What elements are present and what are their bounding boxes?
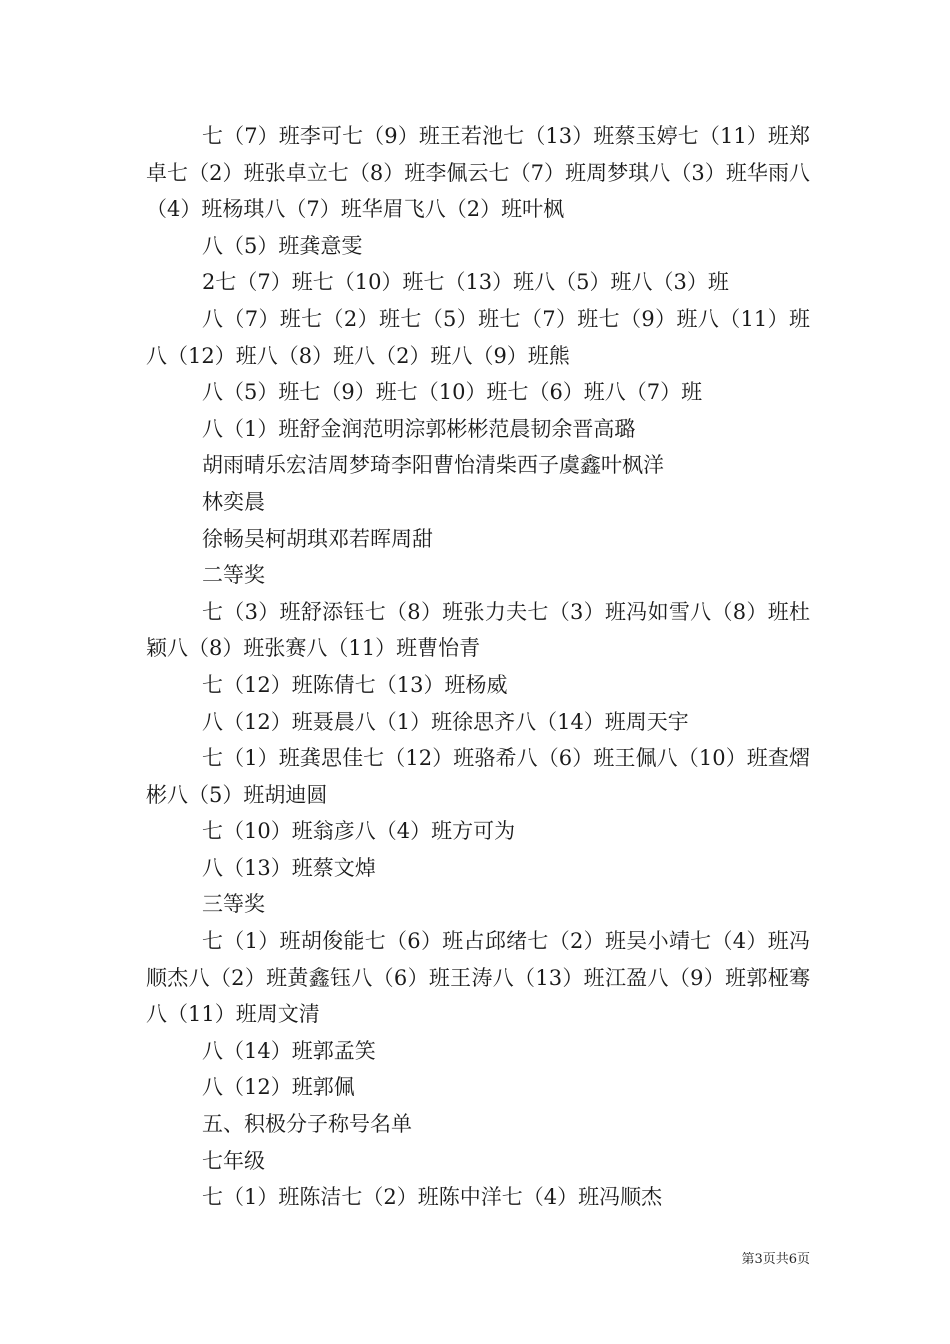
- paragraph-15: 七（10）班翁彦八（4）班方可为: [202, 819, 516, 844]
- heading-grade-seven: 七年级: [202, 1148, 265, 1173]
- paragraph-16: 八（13）班蔡文焯: [202, 855, 376, 880]
- paragraph-11: 七（3）班舒添钰七（8）班张力夫七（3）班冯如雪八（8）班杜颖八（8）班张赛八（11）班曹怡青: [146, 599, 810, 661]
- document-body: [146, 118, 810, 1216]
- paragraph-3: 2七（7）班七（10）班七（13）班八（5）班八（3）班: [202, 270, 729, 295]
- paragraph-12: 七（12）班陈倩七（13）班杨威: [202, 672, 508, 697]
- heading-second-prize: 二等奖: [202, 563, 265, 588]
- paragraph-20: 八（12）班郭佩: [202, 1075, 355, 1100]
- paragraph-1: 七（7）班李可七（9）班王若池七（13）班蔡玉婷七（11）班郑卓七（2）班张卓立七（8）班李佩云七（7）班周梦琪八（3）班华雨八（4）班杨琪八（7）班华眉飞八（2）班叶枫: [146, 124, 810, 222]
- paragraph-4: 八（7）班七（2）班七（5）班七（7）班七（9）班八（11）班八（12）班八（8）班八（2）班八（9）班熊: [146, 306, 810, 368]
- paragraph-23: 七（1）班陈洁七（2）班陈中洋七（4）班冯顺杰: [202, 1185, 663, 1210]
- paragraph-13: 八（12）班聂晨八（1）班徐思齐八（14）班周天宇: [202, 709, 689, 734]
- paragraph-5: 八（5）班七（9）班七（10）班七（6）班八（7）班: [202, 380, 703, 405]
- paragraph-7: 胡雨晴乐宏洁周梦琦李阳曹怡清柴西子虞鑫叶枫洋: [202, 453, 664, 478]
- paragraph-8: 林奕晨: [202, 489, 265, 514]
- paragraph-9: 徐畅吴柯胡琪邓若晖周甜: [202, 526, 433, 551]
- paragraph-19: 八（14）班郭孟笑: [202, 1038, 376, 1063]
- heading-activists: 五、积极分子称号名单: [202, 1112, 412, 1137]
- page-number-footer: 第3页共6页: [741, 1252, 810, 1267]
- paragraph-2: 八（5）班龚意雯: [202, 233, 363, 258]
- heading-third-prize: 三等奖: [202, 892, 265, 917]
- paragraph-18: 七（1）班胡俊能七（6）班占邱绪七（2）班吴小靖七（4）班冯顺杰八（2）班黄鑫钰八（6）班王涛八（13）班江盈八（9）班郭桠骞八（11）班周文清: [146, 929, 810, 1027]
- paragraph-14: 七（1）班龚思佳七（12）班骆希八（6）班王佩八（10）班查熠彬八（5）班胡迪圆: [146, 746, 810, 807]
- paragraph-6: 八（1）班舒金润范明淙郭彬彬范晨韧余晋高璐: [202, 416, 636, 441]
